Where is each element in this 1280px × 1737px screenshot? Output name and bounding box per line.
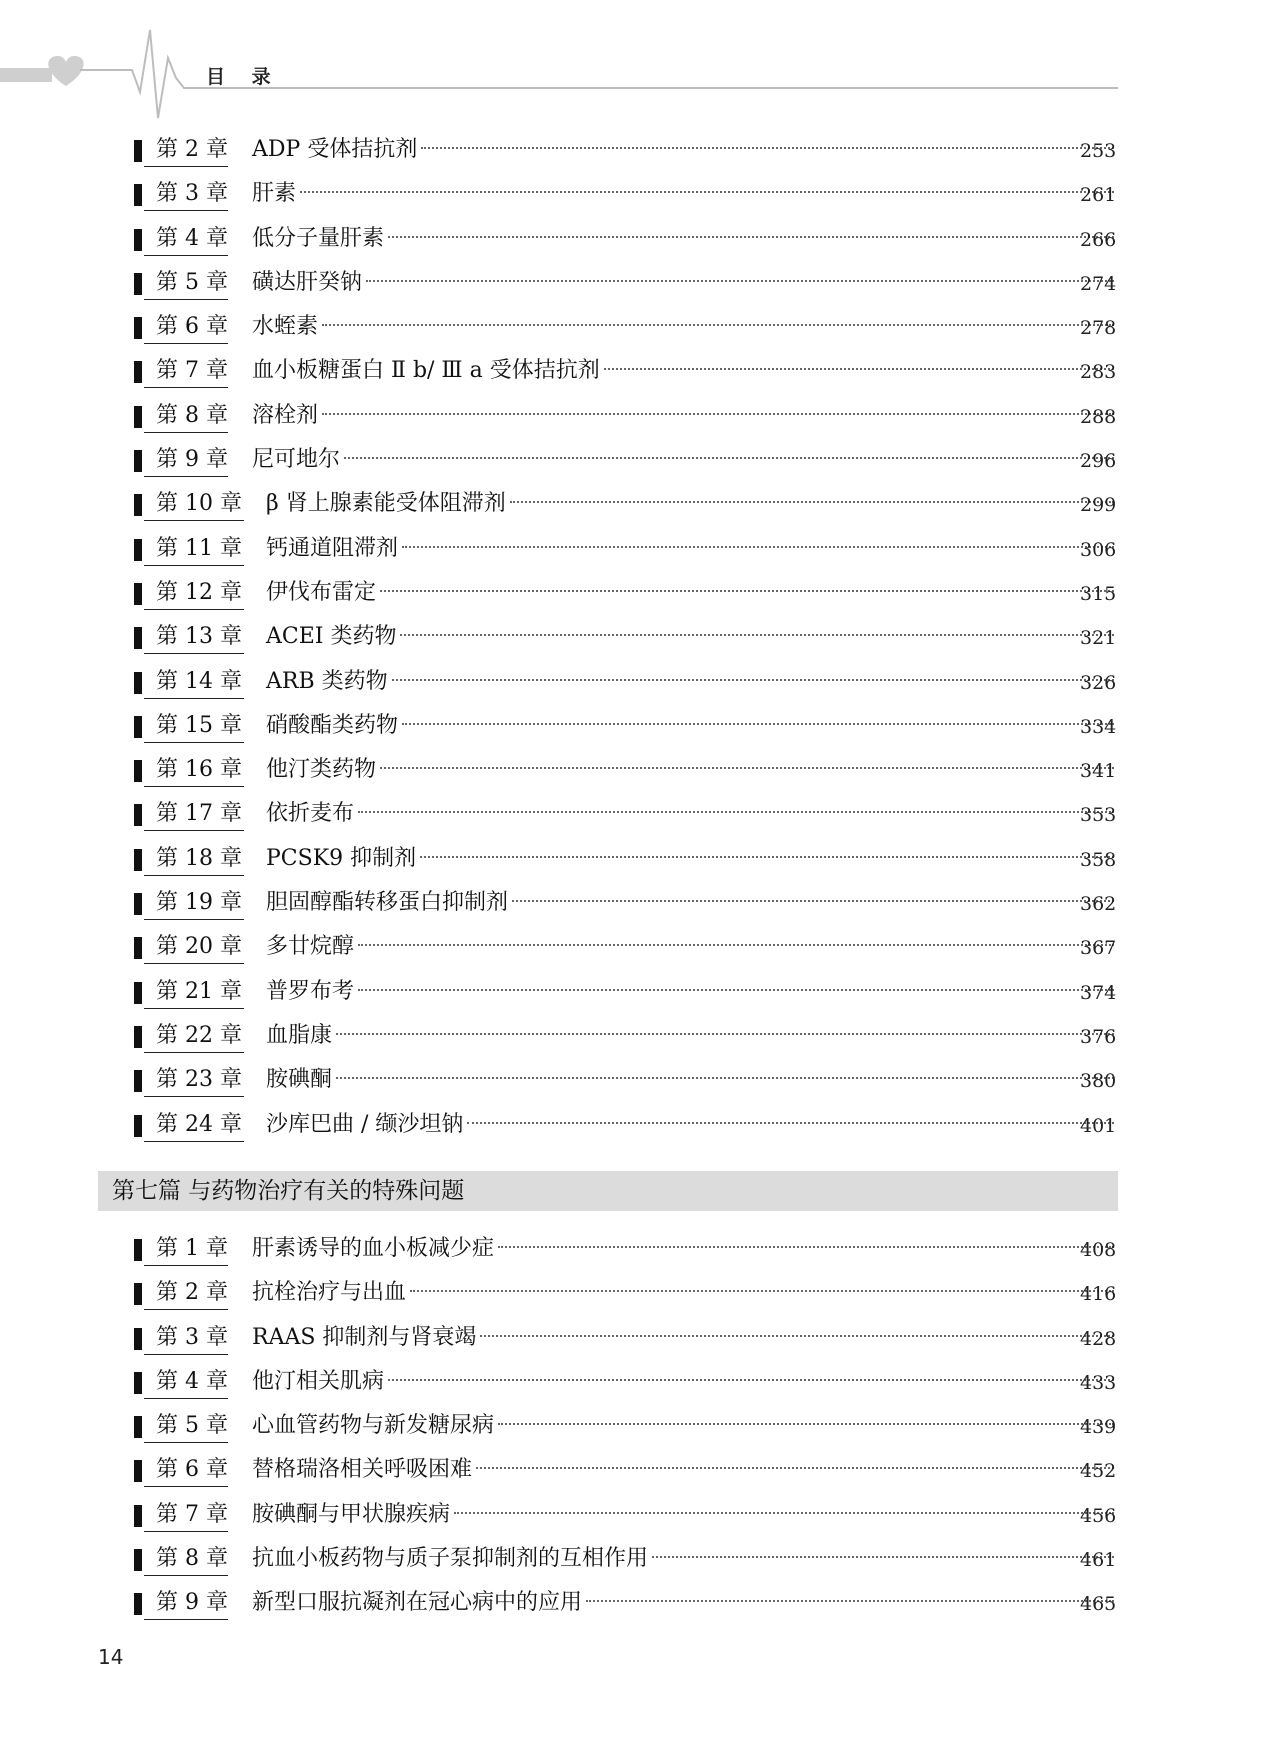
bullet-bar: [134, 317, 142, 339]
dot-leader: [586, 1600, 1114, 1602]
bullet-bar: [134, 539, 142, 561]
chapter-title: 血小板糖蛋白 Ⅱ b/ Ⅲ a 受体拮抗剂: [252, 358, 600, 384]
chapter-number: 第 2 章: [144, 1278, 228, 1310]
chapter-title: ACEI 类药物: [266, 624, 397, 650]
chapter-title: β 肾上腺素能受体阻滞剂: [266, 491, 506, 517]
toc-entry[interactable]: [0, 1016, 1280, 1060]
dot-leader: [498, 1246, 1114, 1248]
chapter-number: 第 7 章: [144, 1500, 228, 1532]
chapter-number: 第 3 章: [144, 179, 228, 211]
chapter-number: 第 8 章: [144, 1544, 228, 1576]
page-ref: 452: [1080, 1460, 1117, 1483]
bullet-bar: [134, 140, 142, 162]
chapter-title: 尼可地尔: [252, 447, 341, 473]
chapter-number: 第 6 章: [144, 312, 228, 344]
page-ref: 428: [1080, 1327, 1117, 1350]
toc-entry[interactable]: [0, 396, 1280, 440]
bullet-bar: [134, 982, 142, 1004]
chapter-number: 第 3 章: [144, 1323, 228, 1355]
dot-leader: [344, 457, 1114, 459]
chapter-title: ARB 类药物: [266, 668, 388, 694]
chapter-title: 新型口服抗凝剂在冠心病中的应用: [252, 1590, 583, 1616]
toc-list-section-1: [0, 130, 1280, 1149]
dot-leader: [358, 989, 1114, 991]
page-ref: 315: [1080, 582, 1117, 605]
chapter-number: 第 9 章: [144, 1588, 228, 1620]
chapter-title: 磺达肝癸钠: [252, 269, 363, 295]
chapter-number: 第 6 章: [144, 1455, 228, 1487]
page-ref: 274: [1080, 272, 1117, 295]
dot-leader: [366, 280, 1114, 282]
dot-leader: [388, 1379, 1114, 1381]
toc-entry[interactable]: [0, 1318, 1280, 1362]
chapter-number: 第 21 章: [144, 977, 244, 1009]
chapter-number: 第 1 章: [144, 1234, 228, 1266]
page-ref: 439: [1080, 1416, 1117, 1439]
page-ref: 358: [1080, 848, 1117, 871]
dot-leader: [476, 1467, 1114, 1469]
chapter-title: 低分子量肝素: [252, 225, 385, 251]
header-title: 目 录: [206, 66, 281, 88]
chapter-number: 第 4 章: [144, 224, 228, 256]
chapter-number: 第 23 章: [144, 1065, 244, 1097]
chapter-title: 胺碘酮: [266, 1067, 333, 1093]
dot-leader: [467, 1122, 1114, 1124]
toc-entry[interactable]: [0, 174, 1280, 218]
chapter-number: 第 11 章: [144, 534, 244, 566]
dot-leader: [336, 1077, 1114, 1079]
toc-entry[interactable]: [0, 1105, 1280, 1149]
page-ref: 456: [1080, 1504, 1117, 1527]
chapter-title: 替格瑞洛相关呼吸困难: [252, 1457, 473, 1483]
toc-entry[interactable]: [0, 1060, 1280, 1104]
page-ref: 266: [1080, 228, 1117, 251]
chapter-number: 第 18 章: [144, 844, 244, 876]
chapter-title: 抗血小板药物与质子泵抑制剂的互相作用: [252, 1546, 649, 1572]
page-ref: 433: [1080, 1371, 1117, 1394]
chapter-title: 多廿烷醇: [266, 934, 355, 960]
dot-leader: [604, 368, 1114, 370]
chapter-number: 第 19 章: [144, 888, 244, 920]
toc-entry[interactable]: [0, 1539, 1280, 1583]
toc-list-section-2: [0, 1229, 1280, 1628]
dot-leader: [380, 767, 1114, 769]
toc-entry[interactable]: [0, 1273, 1280, 1317]
dot-leader: [652, 1556, 1114, 1558]
heart-pulse-icon: [0, 0, 1280, 130]
bullet-bar: [134, 361, 142, 383]
chapter-title: 普罗布考: [266, 978, 355, 1004]
page-ref: 461: [1080, 1549, 1117, 1572]
toc-entry[interactable]: [0, 662, 1280, 706]
bullet-bar: [134, 184, 142, 206]
toc-entry[interactable]: [0, 972, 1280, 1016]
bullet-bar: [134, 627, 142, 649]
dot-leader: [392, 679, 1114, 681]
bullet-bar: [134, 1283, 142, 1305]
chapter-number: 第 16 章: [144, 755, 244, 787]
chapter-number: 第 5 章: [144, 1411, 228, 1443]
chapter-number: 第 15 章: [144, 711, 244, 743]
page-ref: 341: [1080, 760, 1117, 783]
page-ref: 334: [1080, 715, 1117, 738]
dot-leader: [480, 1335, 1114, 1337]
bullet-bar: [134, 937, 142, 959]
toc-entry[interactable]: [0, 794, 1280, 838]
chapter-number: 第 12 章: [144, 578, 244, 610]
chapter-title: 肝素: [252, 181, 297, 207]
bullet-bar: [134, 1460, 142, 1482]
dot-leader: [410, 1290, 1114, 1292]
bullet-bar: [134, 849, 142, 871]
toc-entry[interactable]: [0, 883, 1280, 927]
section-heading-bar: [98, 1171, 1118, 1211]
page-ref: 374: [1080, 981, 1117, 1004]
bullet-bar: [134, 450, 142, 472]
toc-entry[interactable]: [0, 219, 1280, 263]
toc-entry[interactable]: [0, 750, 1280, 794]
chapter-number: 第 4 章: [144, 1367, 228, 1399]
bullet-bar: [134, 716, 142, 738]
chapter-title: 心血管药物与新发糖尿病: [252, 1413, 495, 1439]
dot-leader: [400, 634, 1114, 636]
dot-leader: [388, 236, 1114, 238]
dot-leader: [421, 147, 1114, 149]
chapter-title: 血脂康: [266, 1022, 333, 1048]
page-ref: 299: [1080, 494, 1117, 517]
chapter-title: 沙库巴曲 / 缬沙坦钠: [266, 1111, 464, 1137]
toc-entry[interactable]: [0, 1362, 1280, 1406]
dot-leader: [512, 900, 1114, 902]
bullet-bar: [134, 1416, 142, 1438]
page-ref: 253: [1080, 140, 1117, 162]
dot-leader: [402, 546, 1114, 548]
page-header: [0, 0, 1280, 130]
toc-entry[interactable]: [0, 351, 1280, 395]
dot-leader: [358, 944, 1114, 946]
bullet-bar: [134, 893, 142, 915]
page-ref: 376: [1080, 1025, 1117, 1048]
bullet-bar: [134, 804, 142, 826]
dot-leader: [510, 501, 1114, 503]
chapter-number: 第 9 章: [144, 445, 228, 477]
chapter-title: 依折麦布: [266, 801, 355, 827]
toc-entry[interactable]: [0, 263, 1280, 307]
chapter-number: 第 17 章: [144, 799, 244, 831]
toc-entry[interactable]: [0, 1495, 1280, 1539]
bullet-bar: [134, 1239, 142, 1261]
toc-entry[interactable]: [0, 927, 1280, 971]
toc-entry[interactable]: [0, 1406, 1280, 1450]
chapter-title: 胺碘酮与甲状腺疾病: [252, 1501, 451, 1527]
page-ref: 353: [1080, 804, 1117, 827]
chapter-title: 胆固醇酯转移蛋白抑制剂: [266, 890, 509, 916]
bullet-bar: [134, 406, 142, 428]
page-ref: 401: [1080, 1114, 1117, 1137]
dot-leader: [498, 1423, 1114, 1425]
page-ref: 278: [1080, 317, 1117, 340]
page-ref: 465: [1080, 1593, 1117, 1616]
dot-leader: [420, 856, 1114, 858]
chapter-title: ADP 受体拮抗剂: [252, 137, 418, 162]
dot-leader: [454, 1512, 1114, 1514]
page-ref: 367: [1080, 937, 1117, 960]
bullet-bar: [134, 494, 142, 516]
dot-leader: [322, 324, 1114, 326]
chapter-title: 钙通道阻滞剂: [266, 535, 399, 561]
chapter-number: 第 20 章: [144, 932, 244, 964]
dot-leader: [380, 590, 1114, 592]
page-ref: 416: [1080, 1283, 1117, 1306]
bullet-bar: [134, 1026, 142, 1048]
page-ref: 408: [1080, 1239, 1117, 1261]
bullet-bar: [134, 1372, 142, 1394]
chapter-title: 肝素诱导的血小板减少症: [252, 1236, 495, 1261]
dot-leader: [300, 191, 1114, 193]
chapter-title: 溶栓剂: [252, 402, 319, 428]
chapter-title: 抗栓治疗与出血: [252, 1280, 407, 1306]
bullet-bar: [134, 1328, 142, 1350]
page-number: 14: [98, 1645, 124, 1669]
chapter-number: 第 7 章: [144, 356, 228, 388]
dot-leader: [402, 723, 1114, 725]
chapter-title: 硝酸酯类药物: [266, 712, 399, 738]
page-ref: 380: [1080, 1070, 1117, 1093]
chapter-number: 第 10 章: [144, 489, 244, 521]
bullet-bar: [134, 1115, 142, 1137]
dot-leader: [322, 413, 1114, 415]
toc-entry[interactable]: [0, 529, 1280, 573]
dot-leader: [358, 811, 1114, 813]
page-ref: 261: [1080, 184, 1117, 207]
chapter-number: 第 2 章: [144, 135, 228, 167]
bullet-bar: [134, 273, 142, 295]
chapter-title: 他汀相关肌病: [252, 1368, 385, 1394]
bullet-bar: [134, 760, 142, 782]
bullet-bar: [134, 1070, 142, 1092]
toc-entry[interactable]: [0, 839, 1280, 883]
chapter-number: 第 14 章: [144, 667, 244, 699]
bullet-bar: [134, 1593, 142, 1615]
chapter-title: 水蛭素: [252, 314, 319, 340]
page-ref: 283: [1080, 361, 1117, 384]
toc-entry[interactable]: [0, 1450, 1280, 1494]
page-ref: 296: [1080, 450, 1117, 473]
toc-entry[interactable]: [0, 617, 1280, 661]
chapter-title: RAAS 抑制剂与肾衰竭: [252, 1324, 477, 1350]
toc-entry[interactable]: [0, 440, 1280, 484]
toc-entry[interactable]: [0, 1583, 1280, 1627]
toc-entry[interactable]: [0, 573, 1280, 617]
chapter-number: 第 8 章: [144, 401, 228, 433]
bullet-bar: [134, 229, 142, 251]
chapter-number: 第 13 章: [144, 622, 244, 654]
page-ref: 362: [1080, 893, 1117, 916]
toc-entry[interactable]: [0, 130, 1280, 174]
toc-entry[interactable]: [0, 307, 1280, 351]
chapter-title: PCSK9 抑制剂: [266, 845, 417, 871]
page-ref: 321: [1080, 627, 1117, 650]
toc-entry[interactable]: [0, 706, 1280, 750]
chapter-number: 第 24 章: [144, 1110, 244, 1142]
bullet-bar: [134, 1549, 142, 1571]
dot-leader: [336, 1033, 1114, 1035]
toc-entry[interactable]: [0, 1229, 1280, 1273]
page-ref: 288: [1080, 405, 1117, 428]
page-ref: 326: [1080, 671, 1117, 694]
section-heading: 第七篇 与药物治疗有关的特殊问题: [112, 1178, 465, 1204]
bullet-bar: [134, 583, 142, 605]
bullet-bar: [134, 1505, 142, 1527]
chapter-number: 第 22 章: [144, 1021, 244, 1053]
chapter-title: 伊伐布雷定: [266, 579, 377, 605]
toc-entry[interactable]: [0, 484, 1280, 528]
bullet-bar: [134, 672, 142, 694]
page-ref: 306: [1080, 538, 1117, 561]
chapter-number: 第 5 章: [144, 268, 228, 300]
chapter-title: 他汀类药物: [266, 757, 377, 783]
